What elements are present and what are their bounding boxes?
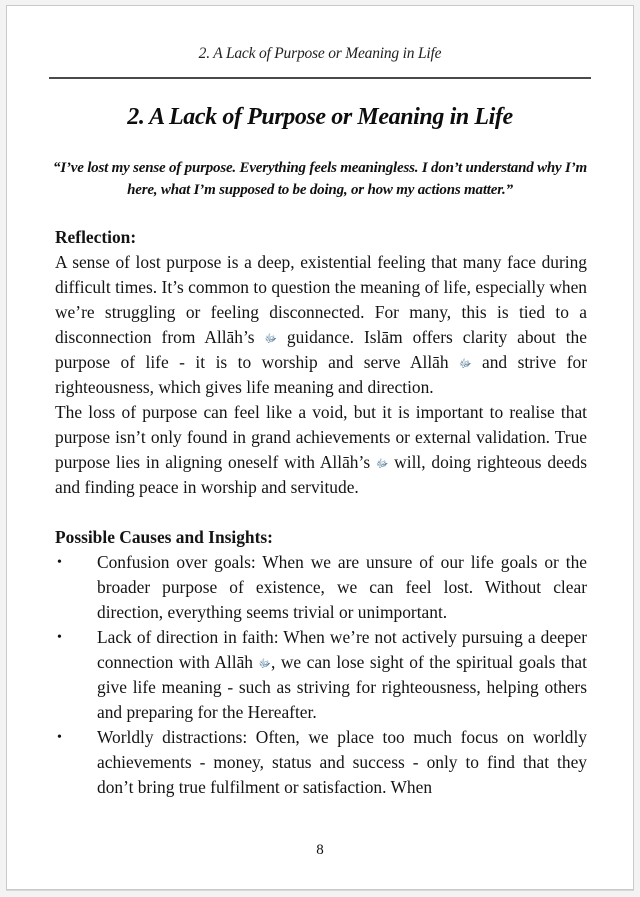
list-item xyxy=(55,625,587,725)
list-item xyxy=(55,725,587,800)
spacer xyxy=(55,500,587,525)
causes-heading: Possible Causes and Insights: xyxy=(55,527,273,547)
running-header: 2. A Lack of Purpose or Meaning in Life xyxy=(198,45,442,62)
reflection-paragraph-1 xyxy=(55,250,587,400)
honorific-ligature-icon: ﷻ xyxy=(264,332,277,345)
text-segment: will, doing righteous deeds and finding peace in worship and servitude. xyxy=(55,452,587,497)
causes-list xyxy=(55,550,587,800)
bullet-icon: • xyxy=(57,730,62,745)
text-segment: A sense of lost purpose is a deep, existential feeling that many face during difficult times. It’s common to question the meaning of life, especially when we’re struggling or feeling disconnected. For many, this is tied to a disconnection from Allāh’s xyxy=(55,252,587,347)
list-item-text: Lack of direction in faith: When we’re not actively pursuing a deeper connection with Allāh xyxy=(97,627,587,672)
list-item-text: Worldly distractions: Often, we place too much focus on worldly achievements - money, status and success - only to find that they don’t bring true fulfilment or satisfaction. When xyxy=(97,727,587,797)
text-segment: The loss of purpose can feel like a void, but it is important to realise that purpose isn’t only found in grand achievements or external validation. True purpose lies in aligning oneself with Allāh’s xyxy=(55,402,587,472)
chapter-title: 2. A Lack of Purpose or Meaning in Life xyxy=(127,104,513,130)
header-divider xyxy=(49,77,591,79)
reflection-paragraph-2 xyxy=(55,400,587,500)
honorific-ligature-icon: ﷻ xyxy=(258,657,271,670)
list-item-text: , we can lose sight of the spiritual goals that give life meaning - such as striving for righteousness, helping others and preparing for the Hereafter. xyxy=(97,652,587,722)
bullet-icon: • xyxy=(57,555,62,570)
honorific-ligature-icon: ﷻ xyxy=(459,357,472,370)
epigraph-quote: “I’ve lost my sense of purpose. Everything feels meaningless. I don’t understand why I’m here, what I’m supposed to be doing, or how my actions matter.” xyxy=(53,160,587,198)
reflection-heading: Reflection: xyxy=(55,227,137,247)
document-page xyxy=(6,5,634,890)
honorific-ligature-icon: ﷻ xyxy=(375,457,389,470)
main-content xyxy=(55,225,587,800)
text-segment: and strive for righteousness, which gives life meaning and direction. xyxy=(55,352,587,397)
bullet-icon: • xyxy=(57,630,62,645)
page-number: 8 xyxy=(316,842,324,858)
text-segment: guidance. Islām offers clarity about the purpose of life - it is to worship and serve Allāh xyxy=(55,327,587,372)
list-item xyxy=(55,550,587,625)
list-item-text: Confusion over goals: When we are unsure of our life goals or the broader purpose of existence, we can feel lost. Without clear direction, everything seems trivial or unimportant. xyxy=(97,552,587,622)
